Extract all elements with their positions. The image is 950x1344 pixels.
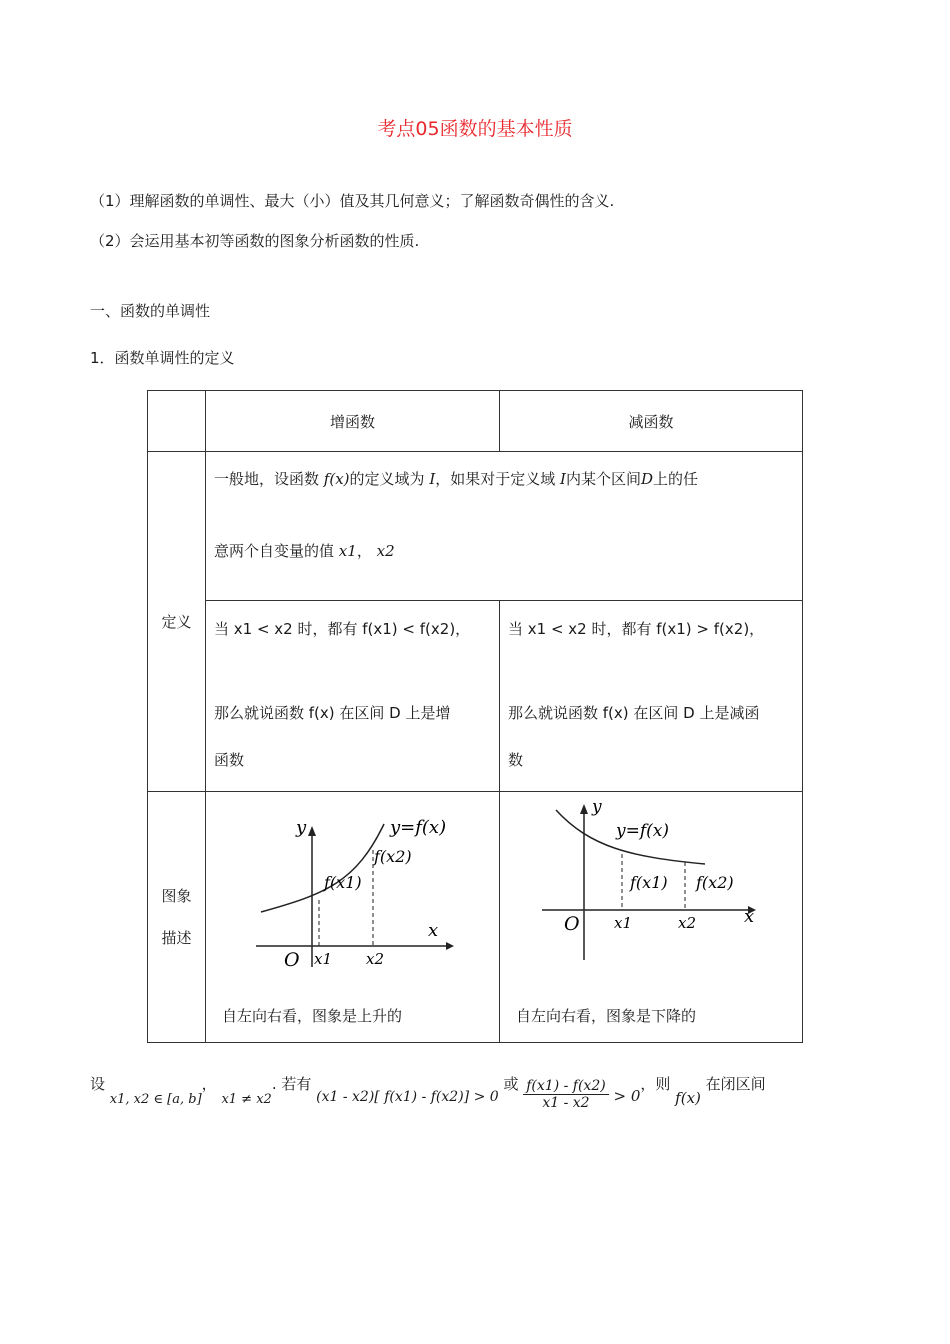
- bottom-fraction: [523, 1078, 608, 1111]
- y-label: y: [296, 817, 307, 838]
- row-label-graph: [148, 792, 206, 1043]
- bottom-vars: x1, x2 ∈ [a, b]: [109, 1092, 202, 1107]
- increasing-graph-cell: [206, 792, 500, 1043]
- decreasing-graph-cell: [500, 792, 803, 1043]
- fraction-denominator: x1 - x2: [542, 1095, 590, 1111]
- common-definition-cell: [206, 452, 803, 601]
- x2-label: x2: [366, 950, 385, 968]
- curve-label: y=f(x): [390, 817, 447, 838]
- x2-label: x2: [678, 914, 697, 932]
- dec-line-3: 数: [508, 751, 524, 769]
- x1-label: x1: [314, 950, 333, 968]
- bottom-lead: 设: [90, 1075, 106, 1093]
- row-label-graph-2: 描述: [161, 929, 192, 947]
- fx2-label: f(x2): [696, 873, 734, 892]
- common-I2: I: [560, 470, 566, 488]
- bottom-or: 或: [503, 1075, 519, 1093]
- common-D: D: [641, 470, 654, 488]
- bottom-neq: x1 ≠ x2: [221, 1092, 272, 1107]
- y-axis-arrow: [580, 804, 588, 814]
- decreasing-caption: 自左向右看，图象是下降的: [516, 1007, 697, 1025]
- bottom-ruo: . 若有: [271, 1075, 312, 1093]
- dec-line-2: 那么就说函数 f(x) 在区间 D 上是减函: [508, 704, 760, 722]
- subsection-heading: 1．函数单调性的定义: [90, 349, 235, 367]
- fx2-label: f(x2): [374, 847, 412, 866]
- x-axis-arrow: [446, 942, 454, 950]
- common-I: I: [429, 470, 436, 488]
- monotonicity-table: [147, 390, 803, 1043]
- curve-label: y=f(x): [616, 821, 669, 841]
- common-text-a: 一般地，设函数: [214, 470, 320, 488]
- common-x2: x2: [376, 542, 395, 560]
- increasing-graph: [206, 802, 498, 992]
- bottom-tail: 在闭区间: [705, 1075, 766, 1093]
- bottom-sep: ，: [201, 1075, 217, 1093]
- objective-2: （2）会运用基本初等函数的图象分析函数的性质.: [90, 232, 420, 250]
- common-x1: x1: [338, 542, 357, 560]
- header-decreasing: 减函数: [500, 391, 803, 452]
- increasing-curve: [261, 824, 384, 912]
- common-sep: ，: [356, 542, 372, 560]
- header-empty-cell: [148, 391, 206, 452]
- section-heading: 一、函数的单调性: [90, 302, 211, 320]
- fx1-label: f(x1): [324, 873, 362, 892]
- x-label: x: [428, 920, 439, 941]
- dec-line-1: 当 x1 < x2 时，都有 f(x1) > f(x2)，: [508, 620, 765, 638]
- header-increasing: 增函数: [206, 391, 500, 452]
- common-line2-a: 意两个自变量的值: [214, 542, 335, 560]
- bottom-fx: f(x): [675, 1089, 701, 1107]
- increasing-definition-cell: [206, 601, 500, 792]
- common-text-d: 内某个区间: [565, 470, 641, 488]
- x-label: x: [744, 906, 755, 927]
- inc-line-3: 函数: [214, 751, 245, 769]
- y-axis-arrow: [308, 826, 316, 836]
- origin-label: O: [564, 913, 580, 935]
- bottom-gt0: > 0: [613, 1087, 641, 1105]
- bottom-cond1: (x1 - x2)[ f(x1) - f(x2)] > 0: [316, 1089, 499, 1105]
- bottom-then: ，则: [640, 1075, 671, 1093]
- fx1-label: f(x1): [630, 873, 668, 892]
- bottom-condition-line: [90, 1068, 890, 1118]
- origin-label: O: [284, 949, 300, 971]
- row-label-graph-1: 图象: [161, 887, 192, 905]
- common-text-c: ，如果对于定义域: [435, 470, 556, 488]
- row-label-definition: 定义: [148, 452, 206, 792]
- decreasing-graph: [500, 792, 802, 982]
- increasing-caption: 自左向右看，图象是上升的: [222, 1007, 403, 1025]
- y-label: y: [592, 797, 602, 817]
- inc-line-2: 那么就说函数 f(x) 在区间 D 上是增: [214, 704, 451, 722]
- x1-label: x1: [614, 914, 633, 932]
- fraction-numerator: f(x1) - f(x2): [523, 1078, 608, 1095]
- decreasing-definition-cell: [500, 601, 803, 792]
- common-text-b: 的定义域为: [349, 470, 425, 488]
- common-text-e: 上的任: [653, 470, 699, 488]
- common-fx: f(x): [323, 470, 350, 488]
- page-title: 考点05函数的基本性质: [377, 118, 573, 140]
- inc-line-1: 当 x1 < x2 时，都有 f(x1) < f(x2)，: [214, 620, 471, 638]
- objective-1: （1）理解函数的单调性、最大（小）值及其几何意义；了解函数奇偶性的含义.: [90, 192, 615, 210]
